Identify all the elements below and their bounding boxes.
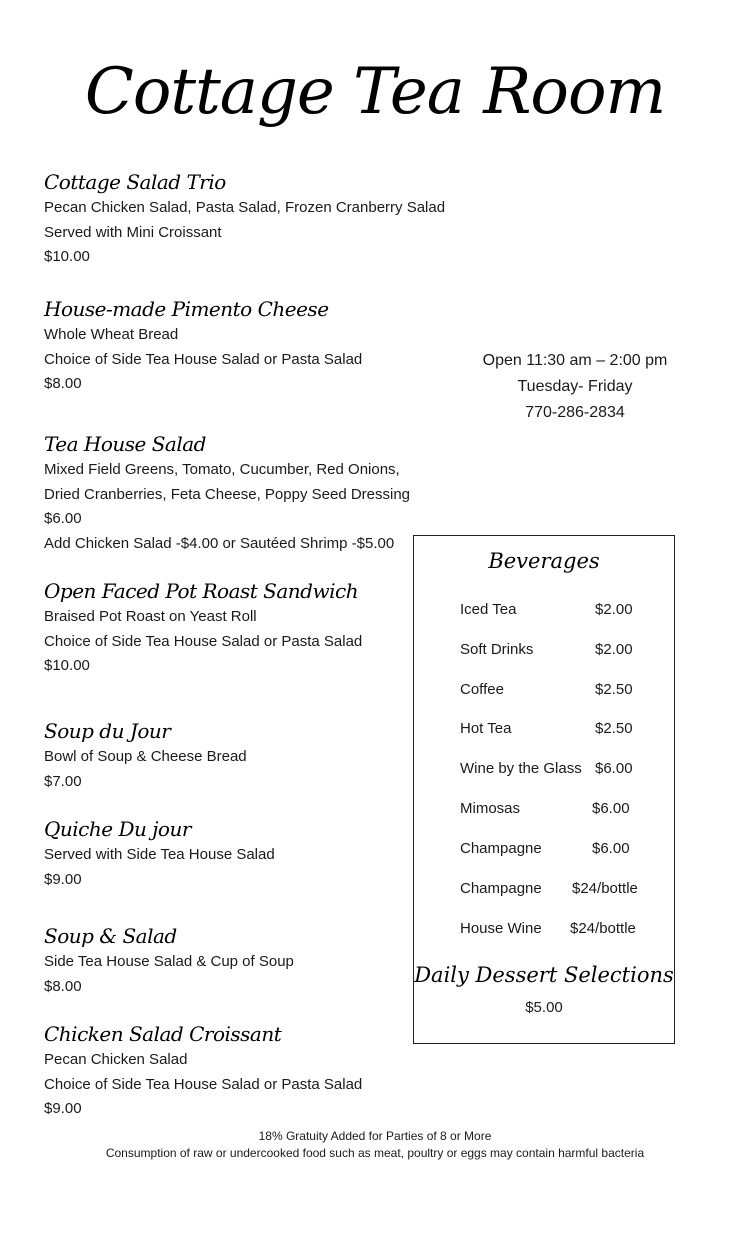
beverage-price: $6.00 — [592, 840, 630, 857]
menu-item-description: Choice of Side Tea House Salad or Pasta Salad — [44, 1075, 363, 1093]
beverage-name: Soft Drinks — [460, 641, 534, 658]
menu-item-description: Dried Cranberries, Feta Cheese, Poppy Seed Dressing — [44, 485, 411, 503]
beverage-price: $2.50 — [595, 681, 633, 698]
beverage-name: Hot Tea — [460, 720, 512, 737]
menu-item-name: Cottage Salad Trio — [44, 170, 226, 194]
hours-info — [470, 348, 680, 426]
menu-item-price: $10.00 — [44, 248, 90, 265]
beverage-name: Champagne — [460, 840, 542, 857]
beverage-row — [460, 757, 660, 781]
menu-item-soup-du-jour — [44, 717, 424, 794]
beverage-name: Iced Tea — [460, 601, 517, 618]
opening-days: Tuesday- Friday — [517, 378, 633, 395]
menu-item-description: Braised Pot Roast on Yeast Roll — [44, 608, 257, 625]
menu-item-name: Soup & Salad — [44, 924, 177, 948]
menu-item-addon: Add Chicken Salad -$4.00 or Sautéed Shrimp -$5.00 — [44, 534, 395, 552]
menu-item-description: Whole Wheat Bread — [44, 326, 179, 343]
beverage-name: Coffee — [460, 681, 504, 698]
menu-item-description: Bowl of Soup & Cheese Bread — [44, 748, 247, 765]
menu-item-description: Choice of Side Tea House Salad or Pasta Salad — [44, 632, 363, 650]
menu-item-price: $8.00 — [44, 977, 82, 995]
menu-item-chicken-salad-croissant — [44, 1020, 424, 1122]
beverage-row — [460, 717, 660, 741]
menu-item-price: $10.00 — [44, 657, 90, 674]
beverage-row — [460, 797, 660, 821]
menu-item-tea-house-salad — [44, 430, 424, 556]
beverage-row — [460, 877, 660, 901]
beverage-price: $6.00 — [592, 800, 630, 817]
menu-item-name: Tea House Salad — [44, 432, 206, 456]
dessert-heading: Daily Dessert Selections — [414, 963, 674, 987]
beverage-price: $2.00 — [595, 641, 633, 658]
beverage-name: House Wine — [460, 920, 542, 937]
menu-item-cottage-salad-trio — [44, 168, 446, 270]
menu-item-price: $6.00 — [44, 510, 82, 527]
page-title: Cottage Tea Room — [84, 55, 666, 129]
beverage-row — [460, 837, 660, 861]
menu-item-description: Side Tea House Salad & Cup of Soup — [44, 953, 294, 970]
beverage-price: $2.00 — [595, 601, 633, 618]
beverage-name: Mimosas — [460, 800, 521, 817]
menu-item-description: Served with Side Tea House Salad — [44, 846, 275, 863]
menu-item-description: Pecan Chicken Salad — [44, 1051, 188, 1068]
menu-item-description: Pecan Chicken Salad, Pasta Salad, Frozen Cranberry Salad — [44, 199, 446, 216]
menu-item-description: Choice of Side Tea House Salad or Pasta Salad — [44, 350, 363, 368]
beverage-price: $6.00 — [595, 760, 633, 777]
beverage-price: $24/bottle — [572, 880, 638, 897]
beverage-price: $2.50 — [595, 720, 633, 737]
gratuity-notice: 18% Gratuity Added for Parties of 8 or More — [258, 1129, 492, 1143]
menu-item-price: $8.00 — [44, 375, 82, 392]
menu-item-description: Served with Mini Croissant — [44, 223, 222, 241]
beverage-row — [460, 917, 660, 941]
dessert-price: $5.00 — [525, 999, 563, 1016]
menu-item-name: House-made Pimento Cheese — [44, 297, 329, 321]
menu-item-quiche-du-jour — [44, 815, 424, 892]
phone-number: 770-286-2834 — [525, 404, 625, 421]
beverage-price: $24/bottle — [570, 920, 636, 937]
menu-item-soup-and-salad — [44, 922, 424, 999]
menu-item-pot-roast-sandwich — [44, 577, 424, 679]
menu-item-price: $9.00 — [44, 1100, 82, 1117]
opening-hours: Open 11:30 am – 2:00 pm — [482, 352, 668, 369]
menu-item-name: Quiche Du jour — [44, 817, 191, 841]
beverage-row — [460, 638, 660, 662]
menu-item-price: $9.00 — [44, 870, 82, 888]
menu-item-pimento-cheese — [44, 295, 424, 397]
beverage-row — [460, 678, 660, 702]
menu-item-name: Soup du Jour — [44, 719, 171, 743]
beverage-name: Wine by the Glass — [460, 760, 582, 777]
menu-item-price: $7.00 — [44, 772, 82, 790]
food-safety-warning: Consumption of raw or undercooked food such as meat, poultry or eggs may contain harmful bacteria — [105, 1146, 645, 1160]
menu-item-name: Open Faced Pot Roast Sandwich — [44, 579, 359, 603]
beverage-name: Champagne — [460, 880, 542, 897]
beverage-row — [460, 598, 660, 622]
beverages-box — [413, 535, 675, 1044]
menu-item-description: Mixed Field Greens, Tomato, Cucumber, Red Onions, — [44, 461, 400, 478]
menu-item-name: Chicken Salad Croissant — [44, 1022, 282, 1046]
beverages-heading: Beverages — [488, 549, 600, 573]
